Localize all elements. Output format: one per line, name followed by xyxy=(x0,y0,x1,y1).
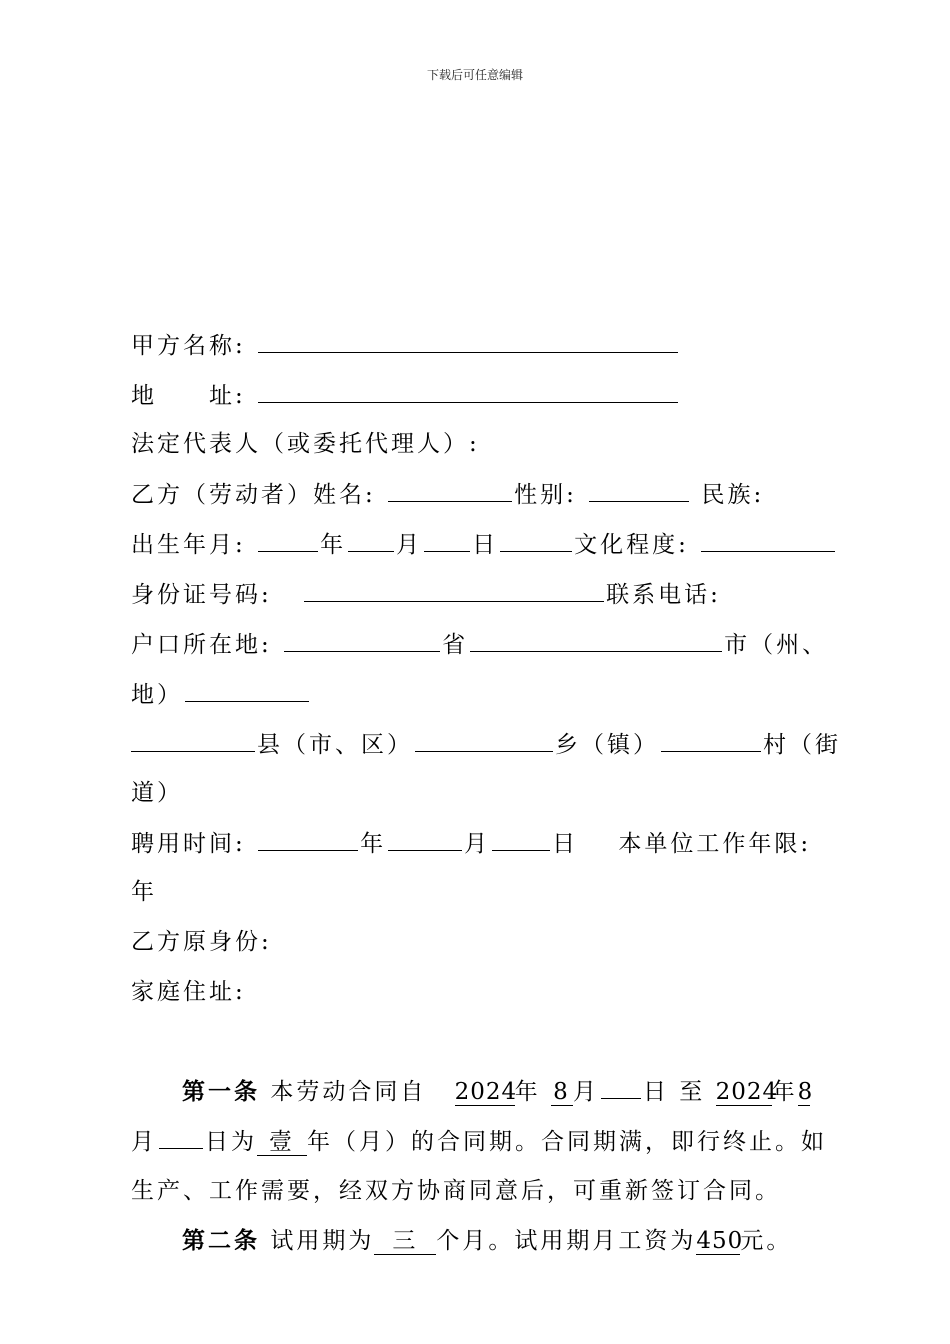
day-text: 日 xyxy=(472,532,499,558)
article1-to: 至 xyxy=(679,1079,706,1105)
party-a-address-blank xyxy=(258,380,678,403)
tenure-year-text: 年 xyxy=(131,879,157,905)
hukou-label: 户口所在地: xyxy=(131,632,272,658)
page-header: 下载后可任意编辑 xyxy=(426,68,523,82)
hire-label: 聘用时间: xyxy=(131,831,246,857)
hire-month-blank xyxy=(388,828,462,851)
township-text: 乡（镇） xyxy=(555,732,659,758)
city-text: 市（州、 xyxy=(724,632,829,658)
birth-year-blank xyxy=(258,529,318,552)
village-blank xyxy=(661,729,761,752)
county-blank xyxy=(131,729,255,752)
di-text: 地） xyxy=(131,682,183,708)
hire-month-text: 月 xyxy=(464,831,491,857)
party-a-address-row xyxy=(131,380,680,411)
start-month: 8 xyxy=(551,1079,573,1106)
party-a-rep-label: 法定代表人（或委托代理人）: xyxy=(131,431,480,457)
article1-line1 xyxy=(182,1076,816,1107)
di-row xyxy=(131,679,311,710)
township-blank xyxy=(415,729,553,752)
birth-day-blank xyxy=(424,529,470,552)
education-label: 文化程度: xyxy=(574,532,689,558)
end-month: 8 xyxy=(797,1079,816,1105)
party-a-name-row xyxy=(131,330,680,361)
id-blank xyxy=(304,579,604,602)
party-b-name-row xyxy=(131,479,764,510)
article1-year-text: 年 xyxy=(514,1079,541,1105)
county-row xyxy=(131,729,841,760)
hire-year-blank xyxy=(258,828,358,851)
probation-wage: 450 xyxy=(696,1228,744,1254)
article1-day-text: 日 xyxy=(642,1079,669,1105)
gender-blank xyxy=(589,479,689,502)
article1-end-year-text: 年 xyxy=(771,1079,798,1105)
hire-year-text: 年 xyxy=(360,831,387,857)
start-year: 2024 xyxy=(454,1079,518,1105)
article1-text-b: 日为 xyxy=(205,1129,257,1155)
party-b-name-blank xyxy=(388,479,512,502)
article1-line2 xyxy=(131,1126,827,1157)
article1-line3-text: 生产、工作需要，经双方协商同意后，可重新签订合同。 xyxy=(131,1178,781,1204)
article2-text-b: 个月。试用期月工资为 xyxy=(436,1228,697,1254)
article1-title: 第一条 xyxy=(182,1078,260,1105)
birth-row xyxy=(131,529,837,560)
article1-text-c: 年（月）的合同期。合同期满，即行终止。如 xyxy=(307,1129,827,1155)
home-address-label: 家庭住址: xyxy=(131,979,246,1005)
article2-line xyxy=(182,1226,792,1256)
di-blank xyxy=(185,679,309,702)
party-a-rep-row xyxy=(131,429,480,459)
county-text: 县（市、区） xyxy=(257,732,413,758)
street-end-text: 道） xyxy=(131,780,183,806)
party-a-address-label: 地 址: xyxy=(131,383,246,409)
birth-label: 出生年月: xyxy=(131,532,246,558)
end-year: 2024 xyxy=(715,1079,779,1105)
contract-term: 壹 xyxy=(257,1129,307,1156)
province-blank xyxy=(284,629,440,652)
hire-day-text: 日 xyxy=(552,831,579,857)
party-b-name-label: 乙方（劳动者）姓名: xyxy=(131,482,376,508)
birth-month-blank xyxy=(348,529,394,552)
id-label: 身份证号码: xyxy=(131,582,272,608)
birth-extra-blank xyxy=(500,529,572,552)
hire-row xyxy=(131,828,811,859)
original-identity-row xyxy=(131,927,272,957)
hire-day-blank xyxy=(492,828,550,851)
phone-label: 联系电话: xyxy=(606,582,721,608)
article2-text-a: 试用期为 xyxy=(270,1228,375,1254)
probation-months: 三 xyxy=(374,1228,436,1255)
education-blank xyxy=(701,529,835,552)
month-text: 月 xyxy=(396,532,423,558)
article2-text-c: 元。 xyxy=(740,1228,793,1254)
tenure-year-row xyxy=(131,877,157,907)
province-text: 省 xyxy=(442,632,469,658)
ethnicity-label: 民族: xyxy=(701,482,765,508)
hukou-row xyxy=(131,629,828,660)
article1-line3 xyxy=(131,1176,781,1206)
party-a-name-label: 甲方名称: xyxy=(131,333,246,359)
village-text: 村（街 xyxy=(763,732,841,758)
article2-title: 第二条 xyxy=(182,1227,260,1254)
home-address-row xyxy=(131,977,246,1007)
gender-label: 性别: xyxy=(514,482,577,508)
start-day-blank xyxy=(601,1076,641,1099)
tenure-label: 本单位工作年限: xyxy=(618,831,812,857)
article1-month-text: 月 xyxy=(572,1079,599,1105)
street-row xyxy=(131,778,183,808)
article1-text-a: 本劳动合同自 xyxy=(270,1079,427,1105)
city-blank xyxy=(470,629,722,652)
end-day-blank xyxy=(159,1126,203,1149)
id-row xyxy=(131,579,721,610)
year-text: 年 xyxy=(320,532,347,558)
party-a-name-blank xyxy=(258,330,678,353)
original-identity-label: 乙方原身份: xyxy=(131,929,272,955)
article1-line2-month: 月 xyxy=(131,1129,157,1155)
